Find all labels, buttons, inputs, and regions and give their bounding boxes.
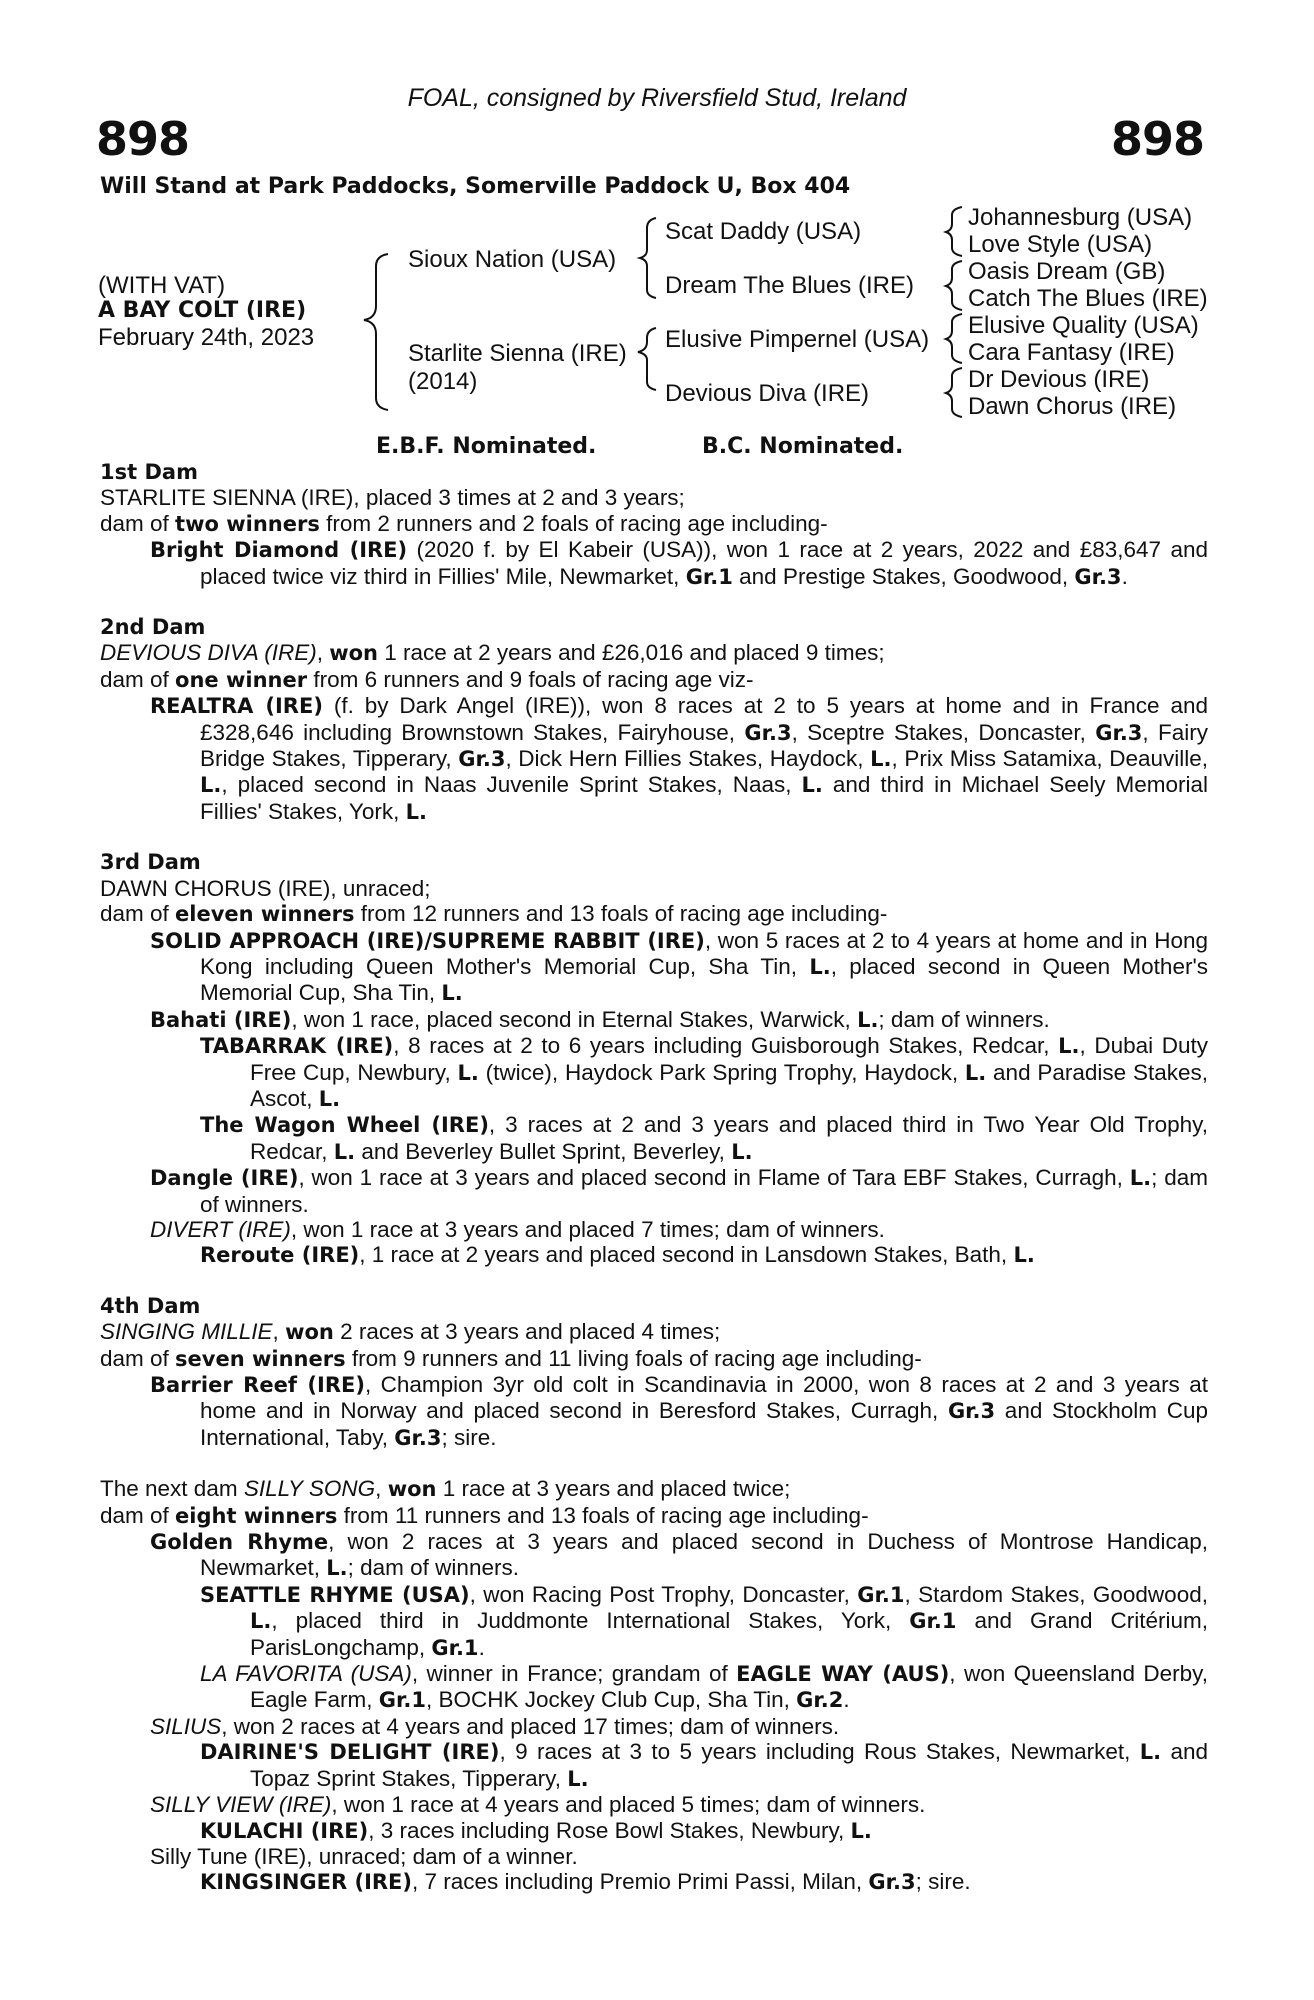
pedigree-sss: Johannesburg (USA)	[968, 204, 1193, 231]
first-dam-heading: 1st Dam	[100, 460, 198, 484]
third-dam-entry: Bahati (IRE), won 1 race, placed second in Eternal Stakes, Warwick, L.; dam of winners.	[150, 1006, 1050, 1032]
pedigree-sdd: Catch The Blues (IRE)	[968, 285, 1208, 312]
third-dam-entry: The Wagon Wheel (IRE), 3 races at 2 and 3 years and placed third in Two Year Old Trophy, Redcar, L. and Beverley Bullet Sprint, Beverley, L.	[200, 1112, 1208, 1164]
pedigree-notes	[100, 460, 1208, 1896]
first-dam-line: STARLITE SIENNA (IRE), placed 3 times at 2 and 3 years;	[100, 485, 685, 511]
vat-label: (WITH VAT)	[98, 272, 226, 299]
third-dam-entry: Reroute (IRE), 1 race at 2 years and placed second in Lansdown Stakes, Bath, L.	[200, 1242, 1035, 1268]
next-dam-entry: Golden Rhyme, won 2 races at 3 years and placed second in Duchess of Montrose Handicap, Newmarket, L.; dam of winners.	[150, 1529, 1208, 1581]
next-dam-entry: Silly Tune (IRE), unraced; dam of a winner.	[150, 1843, 578, 1869]
next-dam-entry: SEATTLE RHYME (USA), won Racing Post Trophy, Doncaster, Gr.1, Stardom Stakes, Goodwood, L., placed third in Juddmonte International Stakes, York, Gr.1 and Grand Critérium, ParisLongchamp, Gr.1.	[200, 1581, 1208, 1660]
third-dam-entry: TABARRAK (IRE), 8 races at 2 to 6 years including Guisborough Stakes, Redcar, L., Dubai Duty Free Cup, Newbury, L. (twice), Haydock Park Spring Trophy, Haydock, L. and Paradise Stakes, Ascot, L.	[200, 1033, 1208, 1111]
foaling-date: February 24th, 2023	[98, 324, 315, 351]
lot-title: A BAY COLT (IRE)	[98, 298, 307, 323]
first-dam-entry: Bright Diamond (IRE) (2020 f. by El Kabeir (USA)), won 1 race at 2 years, 2022 and £83,647 and placed twice viz third in Fillies' Mile, Newmarket, Gr.1 and Prestige Stakes, Goodwood, Gr.3.	[150, 537, 1208, 589]
pedigree-dam-year: (2014)	[408, 368, 478, 395]
pedigree-dsd: Cara Fantasy (IRE)	[968, 339, 1175, 366]
second-dam-produce-line: dam of one winner from 6 runners and 9 foals of racing age viz-	[100, 666, 754, 692]
fourth-dam-produce-line: dam of seven winners from 9 runners and 11 living foals of racing age including-	[100, 1345, 922, 1371]
pedigree-sds: Oasis Dream (GB)	[968, 258, 1166, 285]
next-dam-entry: SILLY VIEW (IRE), won 1 race at 4 years and placed 5 times; dam of winners.	[150, 1792, 926, 1818]
pedigree-sire-sire: Scat Daddy (USA)	[665, 218, 862, 245]
fourth-dam-entry: Barrier Reef (IRE), Champion 3yr old colt in Scandinavia in 2000, won 8 races at 2 and 3 years at home and in Norway and placed second in Beresford Stakes, Curragh, Gr.3 and Stockholm Cup International, Taby, Gr.3; sire.	[150, 1372, 1208, 1450]
third-dam-line: DAWN CHORUS (IRE), unraced;	[100, 875, 431, 901]
lot-number-left: 898	[96, 112, 190, 166]
next-dam-entry: SILIUS, won 2 races at 4 years and placed 17 times; dam of winners.	[150, 1713, 840, 1739]
third-dam-entry: Dangle (IRE), won 1 race at 3 years and placed second in Flame of Tara EBF Stakes, Curragh, L.; dam of winners.	[150, 1165, 1208, 1217]
bc-nomination: B.C. Nominated.	[702, 434, 904, 459]
second-dam-entry: REALTRA (IRE) (f. by Dark Angel (IRE)), won 8 races at 2 to 5 years at home and in France and £328,646 including Brownstown Stakes, Fairyhouse, Gr.3, Sceptre Stakes, Doncaster, Gr.3, Fairy Bridge Stakes, Tipperary, Gr.3, Dick Hern Fillies Stakes, Haydock, L., Prix Miss Satamixa, Deauville, L., placed second in Naas Juvenile Sprint Stakes, Naas, L. and third in Michael Seely Memorial Fillies' Stakes, York, L.	[150, 693, 1208, 824]
pedigree-ssd: Love Style (USA)	[968, 231, 1153, 258]
third-dam-entry: SOLID APPROACH (IRE)/SUPREME RABBIT (IRE), won 5 races at 2 to 4 years at home and in Hong Kong including Queen Mother's Memorial Cup, Sha Tin, L., placed second in Queen Mother's Memorial Cup, Sha Tin, L.	[150, 927, 1209, 1006]
pedigree-dam-sire: Elusive Pimpernel (USA)	[665, 326, 930, 353]
second-dam-heading: 2nd Dam	[100, 615, 206, 640]
next-dam-entry: KULACHI (IRE), 3 races including Rose Bowl Stakes, Newbury, L.	[200, 1817, 872, 1843]
pedigree-dds: Dr Devious (IRE)	[968, 366, 1150, 393]
third-dam-entry: DIVERT (IRE), won 1 race at 3 years and placed 7 times; dam of winners.	[150, 1216, 885, 1242]
second-dam-line: DEVIOUS DIVA (IRE), won 1 race at 2 years and £26,016 and placed 9 times;	[100, 640, 885, 666]
fourth-dam-heading: 4th Dam	[100, 1293, 201, 1318]
next-dam-line: The next dam SILLY SONG, won 1 race at 3 years and placed twice;	[100, 1476, 791, 1502]
pedigree-dam-dam: Devious Diva (IRE)	[665, 380, 870, 407]
next-dam-entry: LA FAVORITA (USA), winner in France; grandam of EAGLE WAY (AUS), won Queensland Derby, Eagle Farm, Gr.1, BOCHK Jockey Club Cup, Sha Tin, Gr.2.	[200, 1661, 1208, 1713]
fourth-dam-line: SINGING MILLIE, won 2 races at 3 years and placed 4 times;	[100, 1319, 721, 1345]
next-dam-entry: KINGSINGER (IRE), 7 races including Premio Primi Passi, Milan, Gr.3; sire.	[200, 1869, 971, 1895]
pedigree-dss: Elusive Quality (USA)	[968, 312, 1199, 339]
third-dam-produce-line: dam of eleven winners from 12 runners and 13 foals of racing age including-	[100, 901, 888, 927]
next-dam-produce-line: dam of eight winners from 11 runners and 13 foals of racing age including-	[100, 1502, 869, 1528]
next-dam-entry: DAIRINE'S DELIGHT (IRE), 9 races at 3 to 5 years including Rous Stakes, Newmarket, L. and Topaz Sprint Stakes, Tipperary, L.	[200, 1739, 1209, 1791]
stand-location: Will Stand at Park Paddocks, Somerville Paddock U, Box 404	[100, 174, 851, 199]
pedigree-sire: Sioux Nation (USA)	[408, 246, 617, 273]
pedigree-sire-dam: Dream The Blues (IRE)	[665, 272, 914, 299]
lot-number-right: 898	[1110, 112, 1204, 166]
first-dam-produce-line: dam of two winners from 2 runners and 2 foals of racing age including-	[100, 510, 828, 536]
pedigree-ddd: Dawn Chorus (IRE)	[968, 393, 1177, 420]
ebf-nomination: E.B.F. Nominated.	[376, 434, 597, 459]
third-dam-heading: 3rd Dam	[100, 850, 201, 875]
consignment-line: FOAL, consigned by Riversfield Stud, Ireland	[407, 84, 907, 112]
pedigree-dam: Starlite Sienna (IRE)	[408, 340, 627, 367]
